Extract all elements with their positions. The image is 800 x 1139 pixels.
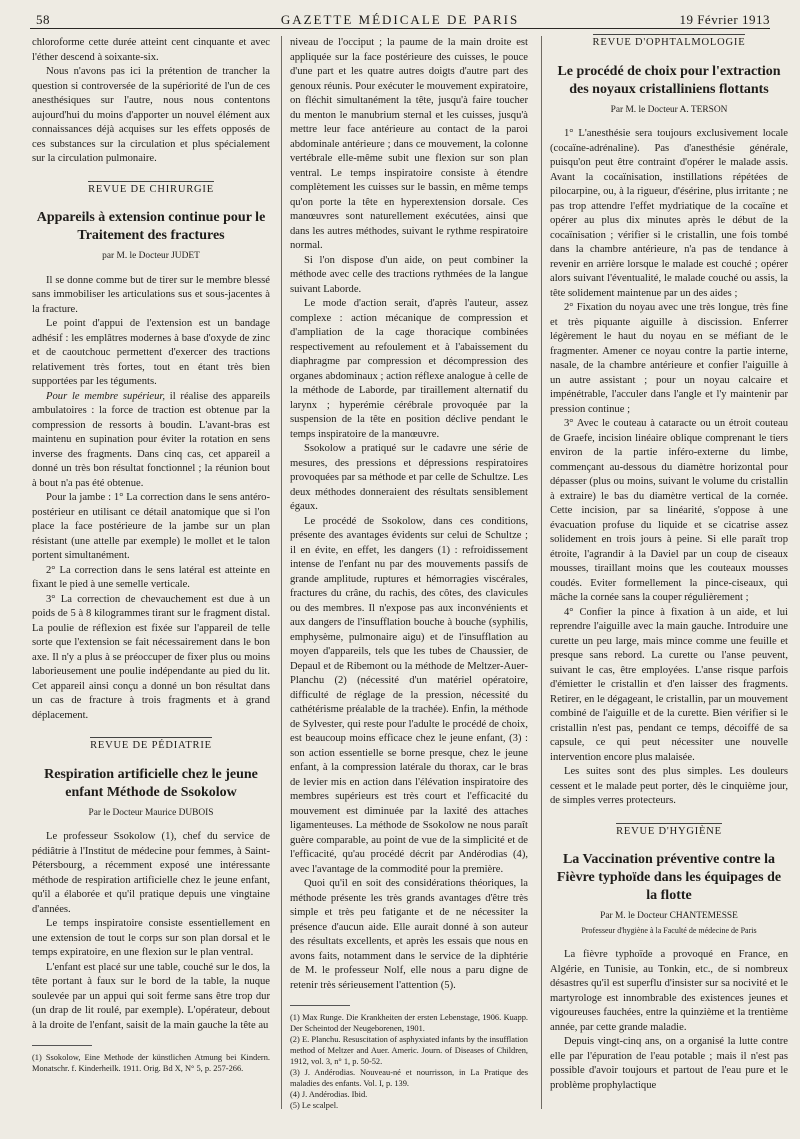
paragraph: Le temps inspiratoire consiste essentiellement en une extension de tout le corps sur son plan dorsal et le temps expiratoire, en une flexion sur le plan ventral. bbox=[32, 918, 270, 958]
paragraph: 2° Fixation du noyau avec une très longue, très fine et très piquante aiguille à discission. Enferrer légèrement le haut du noyau en se méfiant de le fragmenter. Amener ce noyau contre la partie interne, nasale, de la chambre antérieure et confier l'aiguille à un autre assistant ; pour un noyau calcaire et impénétrable, l'acculer dans l'angle et l'y maintenir par pression continue ; bbox=[550, 302, 788, 415]
column-divider-1 bbox=[281, 36, 282, 1109]
column-3 bbox=[550, 36, 788, 1093]
section-heading: REVUE D'HYGIÈNE bbox=[550, 825, 788, 840]
footnote: (1) Max Runge. Die Krankheiten der ersten Lebenstage, 1906. Kuapp. Der Scheintod der Neugeborenen, 1901. bbox=[290, 1013, 528, 1033]
paragraph: Le mode d'action serait, d'après l'auteur, assez complexe : action mécanique de compression et d'ampliation de la cage thoracique combinées respectivement au refoulement et à l'abaissement du diaphragme par compression et décompression des organes abdominaux ; action réflexe analogue à celle de la méthode de Laborde, par tiraillement alternatif du larynx ; hyperémie cérébrale provoquée par la suspension de la tête en position déclive pendant le temps inspiratoire de la manœuvre. bbox=[290, 298, 528, 440]
journal-title: GAZETTE MÉDICALE DE PARIS bbox=[280, 12, 520, 27]
paragraph: 2° La correction dans le sens latéral est atteinte en fixant le pied à une semelle verticale. bbox=[32, 564, 270, 590]
article-title: Appareils à extension continue pour le Traitement des fractures bbox=[36, 210, 266, 243]
paragraph: Depuis vingt-cinq ans, on a organisé la lutte contre elle par l'épuration de l'eau potable ; mais il n'est pas possible d'avoir toujours et partout de l'eau pure et le problème prophylactique bbox=[550, 1036, 788, 1091]
paragraph: Pour le membre supérieur, il réalise des appareils ambulatoires : la force de traction est obtenue par la compression de ressorts à boudin. L'avant-bras est maintenu en supination pour éviter la rotation en sens inverse des fragments. Dans cinq cas, cet appareil a donné un très bon résultat fonctionnel ; la réunion bout à bout n'a pas été obtenue. bbox=[32, 390, 270, 489]
paragraph: Le point d'appui de l'extension est un bandage adhésif : les emplâtres modernes à base d'oxyde de zinc et de caoutchouc permettent d'exercer des tractions relativement très fortes, tout en étant très bien supportées par les téguments. bbox=[32, 318, 270, 387]
issue-date: 19 Février 1913 bbox=[679, 12, 770, 27]
footnote: (5) Le scalpel. bbox=[290, 1101, 339, 1110]
page-header bbox=[30, 8, 770, 30]
section-heading: REVUE DE PÉDIATRIE bbox=[32, 739, 270, 754]
page-number: 58 bbox=[36, 12, 50, 27]
paragraph: Nous n'avons pas ici la prétention de trancher la question si controversée de la supériorité de l'un de ces anesthésiques sur l'autre, nous nous contentons aujourd'hui du moins d'apporter un nouvel élément aux connaissances déjà acquises sur les effets opposés de ces substances sur la circulation et plus spécialement sur la circulation pulmonaire. bbox=[32, 66, 270, 164]
paragraph: Les suites sont des plus simples. Les douleurs cessent et le malade peut porter, dès le cinquième jour, de simples verres protecteurs. bbox=[550, 766, 788, 806]
article-title: La Vaccination préventive contre la Fièvre typhoïde dans les équipages de la flotte bbox=[556, 852, 782, 903]
paragraph: Si l'on dispose d'un aide, on peut combiner la méthode avec celle des tractions rythmées de la langue suivant Laborde. bbox=[290, 254, 528, 295]
paragraph: Il se donne comme but de tirer sur le membre blessé sans immobiliser les articulations sus et sous-jacentes à la fracture. bbox=[32, 274, 270, 315]
header-rule bbox=[30, 28, 770, 29]
footnote: (3) J. Andérodias. Nouveau-né et nourrisson, in La Pratique des maladies des enfants. Vol. I, p. 139. bbox=[290, 1068, 528, 1088]
article-author: Par M. le Docteur A. TERSON bbox=[610, 104, 728, 115]
paragraph: La fièvre typhoïde a provoqué en France, en Algérie, en Tunisie, au Tonkin, etc., de si nombreux désastres qu'il est superflu d'insister sur sa nocivité et le martyrologe est innombrable des existences jeunes et vigoureuses fauchées, entre la quinzième et la trentième année, par cette grande maladie. bbox=[550, 949, 788, 1033]
paragraph: 4° Confier la pince à fixation à un aide, et lui reprendre l'aiguille avec la main gauche. Introduire une curette un peu large, mais mince comme une feuille et presque sans rebord. La curette ou l'anse peuvent, suivant le cas, être employées. L'anse risque parfois d'émietter le cristallin et d'en laisser des fragments. Retirer, en le dégageant, le cristallin, par un mouvement combiné de l'aiguille et de la curette. Bien vérifier si le cristallin n'est pas, pendant ce temps, décoiffé de sa capsule, ce qui peut nécessiter une nouvelle intervention encore plus malaisée. bbox=[550, 606, 788, 763]
footnote: (2) E. Planchu. Resuscitation of asphyxiated infants by the insufflation method of Meltzer and Auer. Americ. Journ. of Diseases of Children, 1912, vol. 3, n° 1, p. 50-52. bbox=[290, 1035, 528, 1066]
paragraph: Pour la jambe : 1° La correction dans le sens antéro-postérieur en utilisant ce détail anatomique que si l'on place la face postérieure de la jambe sur un plan résistant (une attelle par exemple) le mollet et le talon portent simultanément. bbox=[32, 492, 270, 561]
paragraph: Le procédé de Ssokolow, dans ces conditions, présente des avantages évidents sur celui de Schultze ; il en évite, en effet, les dangers (1) : refroidissement intense de l'enfant nu par des mouvements passifs de grande amplitude, ruptures et hémorragies viscérales, fractures du crâne, du rachis, des côtes, des clavicules ou des membres. Il n'expose pas aux inconvénients et aux dangers de l'insufflation bouche à bouche (syphilis, emphysème, pulmonaire aigu) et de l'insufflation au moyen d'appareils, tels que les tubes de Chaussier, de Depaul et de Ribemont ou la méthode de Meltzer-Auer-Planchu (2) (nécessité d'un matériel opératoire, difficulté de réglage de la pression, nécessité du cathétérisme préalable de la trachée). Enfin, la méthode de Sylvester, qui reste pour l'adulte le procédé de choix, est beaucoup moins efficace chez le jeune enfant, (3) : son action essentielle se borne presque, chez le jeune enfant, à la compression latérale du thorax, car le bras de levier mis en action dans l'élévation inspiratoire des membres supérieurs est très court et l'efficacité du mouvement est diminuée par la laxité des attaches ligamenteuses. La méthode de Ssokolow ne nous paraît guère comparable, au point de vue de la simplicité et de l'efficacité, qu'au procédé décrit par Andérodias (4), avec l'avantage de la commodité pour la première. bbox=[290, 515, 528, 875]
paragraph: niveau de l'occiput ; la paume de la main droite est appliquée sur la face postérieure des cuisses, le pouce d'une part et les quatre autres doigts d'autre part des genoux réunis. Pour exécuter le mouvement expiratoire, on fléchit simultanément la tête, jusqu'à faire toucher du menton le manubrium sternal et les cuisses, jusqu'à mettre leur face antérieure au contact de la paroi abdominale antérieure ; dans ce mouvement, la colonne vertébrale elle-même subit une flexion sur son plan ventral. Le temps inspiratoire consiste à étendre complètement les cuisses sur le bassin, en même temps qu'on porte la tête en hyperextension dorsale. Ces manœuvres sont naturellement exécutées, ainsi que dans les autres méthodes, suivant le rythme respiratoire normal. bbox=[290, 37, 528, 251]
footnote: (1) Ssokolow, Eine Methode der künstlichen Atmung bei Kindern. Monatschr. f. Kinderheilk. 1911. Orig. Bd X, N° 5, p. 257-266. bbox=[32, 1053, 270, 1073]
paragraph: Le professeur Ssokolow (1), chef du service de pédiâtrie à l'Institut de médecine pour femmes, à Saint-Pétersbourg, a récemment exposé une intéressante méthode de respiration artificielle chez le jeune enfant, qu'il a élaborée et qu'il pratique depuis une vingtaine d'années. bbox=[32, 831, 270, 915]
paragraph: 3° La correction de chevauchement est due à un poids de 5 à 8 kilogrammes tirant sur le fragment distal. La poulie de réflexion est fixée sur l'appareil de telle sorte que l'extension se fait nécessairement dans le bon axe. Il n'y a plus à se préoccuper de fixer plus ou moins laborieusement une poulie indépendante au pied du lit. Cet appareil ainsi conçu a donné un bon résultat dans un cas de fracture à trois fragments et à grand déplacement. bbox=[32, 593, 270, 721]
column-2 bbox=[290, 36, 528, 1111]
section-heading: REVUE DE CHIRURGIE bbox=[32, 183, 270, 198]
paragraph: 1° L'anesthésie sera toujours exclusivement locale (cocaïne-adrénaline). Pas d'anesthésie générale, puisqu'on peut être contraint d'opérer le malade assis. Avant la cocaïnisation, instillations répétées de pilocarpine, ou, à la rigueur, d'ésérine, plus irritante ; ne pas trop attendre l'effet mydriatique de la cocaïne et opérer au plus dix minutes après le début de la cocaïnisation ; vérifier si le cristallin, une fois tombé dans la chambre antérieure, n'a pas de tendance à revenir en arrière lorsque le malade est couché ; opérer alors suivant l'éventualité, le malade couché ou assis, la tête solidement maintenue par un des aides ; bbox=[550, 128, 788, 299]
article-author: Par M. le Docteur CHANTEMESSE bbox=[600, 911, 738, 921]
author-affiliation: Professeur d'hygiène à la Faculté de médecine de Paris bbox=[581, 925, 757, 935]
footnote-separator bbox=[290, 1005, 350, 1006]
paragraph: 3° Avec le couteau à cataracte ou un étroit couteau de Graefe, incision linéaire oblique comprenant le tiers environ de la partie inféro-externe du limbe, commençant au-dessous du diamètre horizontal pour dépasser (plus ou moins, suivant le volume du cristallin à extraire) le bas du diamètre vertical de la cornée. Cette incision, par sa linéarité, s'oppose à une évacuation profuse du liquide et se cicatrise assez solidement en trois jours à peine. Si elle paraît trop étroite, l'agrandir à la Daviel par un coup de ciseaux mousses, tiraillant moins que les couteaux mousses coudés. Eviter formellement la pince-ciseaux, qui mâche la cornée sans la couper régulièrement ; bbox=[550, 418, 788, 603]
article-author: par M. le Docteur JUDET bbox=[102, 251, 200, 261]
article-title: Respiration artificielle chez le jeune enfant Méthode de Ssokolow bbox=[44, 766, 258, 800]
column-divider-2 bbox=[541, 36, 542, 1109]
paragraph: chloroforme cette durée atteint cent cinquante et avec l'éther descend à soixante-six. bbox=[32, 37, 270, 63]
article-author: Par le Docteur Maurice DUBOIS bbox=[88, 807, 214, 818]
footnote: (4) J. Andérodias. Ibid. bbox=[290, 1090, 368, 1099]
article-title: Le procédé de choix pour l'extraction des noyaux cristalliniens flottants bbox=[557, 63, 781, 97]
paragraph: Ssokolow a pratiqué sur le cadavre une série de mesures, des pressions et dépressions respiratoires provoquées par sa méthode et par celle de Schultze. Les deux méthodes donneraient des résultats sensiblement égaux. bbox=[290, 443, 528, 512]
footnote-separator bbox=[32, 1045, 92, 1046]
column-1 bbox=[32, 36, 270, 1074]
section-heading: REVUE D'OPHTALMOLOGIE bbox=[550, 36, 788, 51]
paragraph: Quoi qu'il en soit des considérations théoriques, la méthode présente les très grands avantages d'être très simple et très peu fatigante et de ne nécessiter la présence d'aucun aide. Elle aurait donné à son auteur des résultats excellents, et après les essais que nous en avons faits, notamment dans le service de la diphtérie de M. le professeur Nolf, elle nous a paru digne de retenir très sérieusement l'attention (5). bbox=[290, 878, 528, 991]
paragraph: L'enfant est placé sur une table, couché sur le dos, la tête portant à faux sur le bord de la table, la nuque soulevée par un appui qui soit ferme sans être trop dur (un drap de lit roulé, par exemple). L'opérateur, debout à la droite de l'enfant, saisit de la main gauche la tête au bbox=[32, 961, 270, 1031]
